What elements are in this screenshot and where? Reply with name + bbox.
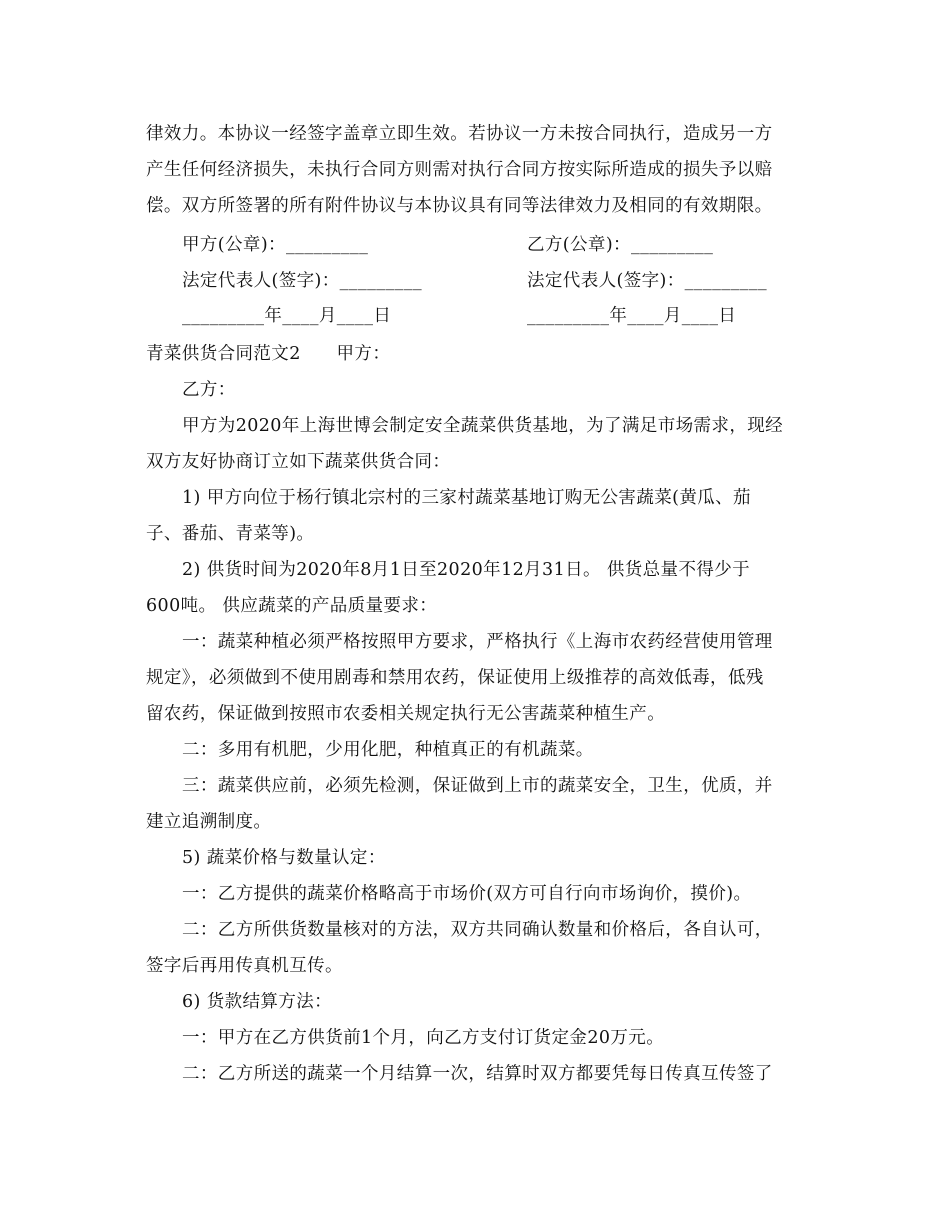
party-b-date: _________年____月____日 <box>527 306 737 326</box>
party-b-label: 乙方： <box>182 380 236 400</box>
item-1-line-2: 子、番茄、青菜等)。 <box>146 524 315 544</box>
paragraph-line: 双方友好协商订立如下蔬菜供货合同： <box>146 452 451 472</box>
item-6-heading: 6) 货款结算方法： <box>182 992 333 1012</box>
party-a-seal: 甲方(公章)：_________ <box>182 235 369 255</box>
item-2-line-1: 2) 供货时间为2020年8月1日至2020年12月31日。 供货总量不得少于 <box>182 560 751 580</box>
item-2-line-2: 600吨。 供应蔬菜的产品质量要求： <box>146 596 438 616</box>
quality-2: 二：多用有机肥，少用化肥，种植真正的有机蔬菜。 <box>182 740 594 760</box>
intro-line-1: 律效力。本协议一经签字盖章立即生效。若协议一方未按合同执行，造成另一方 <box>146 124 773 144</box>
price-clause-2-line-1: 二：乙方所供货数量核对的方法，双方共同确认数量和价格后，各自认可， <box>182 920 773 940</box>
price-clause-2-line-2: 签字后再用传真机互传。 <box>146 956 343 976</box>
party-b-seal: 乙方(公章)：_________ <box>527 235 714 255</box>
party-a-representative: 法定代表人(签字)：_________ <box>182 271 423 291</box>
intro-line-2: 产生任何经济损失，未执行合同方则需对执行合同方按实际所造成的损失予以赔 <box>146 160 773 180</box>
payment-clause-2: 二：乙方所送的蔬菜一个月结算一次，结算时双方都要凭每日传真互传签了 <box>182 1064 773 1084</box>
price-clause-1: 一：乙方提供的蔬菜价格略高于市场价(双方可自行向市场询价，摸价)。 <box>182 884 752 904</box>
paragraph-line: 甲方为2020年上海世博会制定安全蔬菜供货基地，为了满足市场需求，现经 <box>182 416 784 436</box>
intro-line-3: 偿。双方所签署的所有附件协议与本协议具有同等法律效力及相同的有效期限。 <box>146 196 773 216</box>
section-heading: 青菜供货合同范文2 甲方： <box>146 344 391 364</box>
party-b-representative: 法定代表人(签字)：_________ <box>527 271 768 291</box>
item-5-heading: 5) 蔬菜价格与数量认定： <box>182 848 386 868</box>
quality-1-line-3: 留农药，保证做到按照市农委相关规定执行无公害蔬菜种植生产。 <box>146 704 666 724</box>
quality-3-line-2: 建立追溯制度。 <box>146 812 272 832</box>
quality-1-line-2: 规定》，必须做到不使用剧毒和禁用农药，保证使用上级推荐的高效低毒，低残 <box>146 668 764 688</box>
quality-1-line-1: 一：蔬菜种植必须严格按照甲方要求，严格执行《上海市农药经营使用管理 <box>182 632 773 652</box>
payment-clause-1: 一：甲方在乙方供货前1个月，向乙方支付订货定金20万元。 <box>182 1028 665 1048</box>
item-1-line-1: 1) 甲方向位于杨行镇北宗村的三家村蔬菜基地订购无公害蔬菜(黄瓜、茄 <box>182 488 751 508</box>
quality-3-line-1: 三：蔬菜供应前，必须先检测，保证做到上市的蔬菜安全，卫生，优质，并 <box>182 776 773 796</box>
party-a-date: _________年____月____日 <box>182 306 392 326</box>
